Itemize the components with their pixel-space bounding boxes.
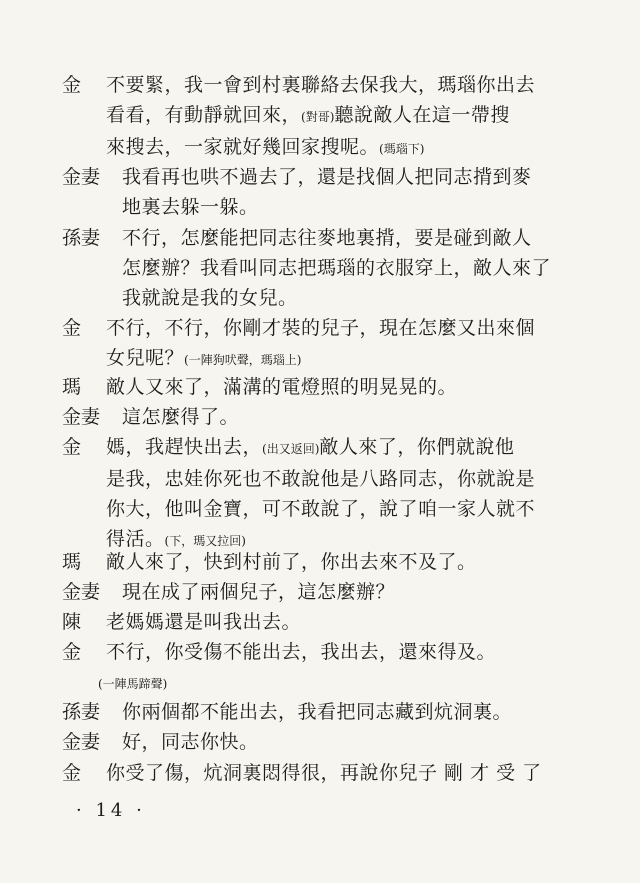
spoken-text: 來搜去，一家就好幾回家搜呢。	[106, 136, 380, 158]
dialogue-entry	[62, 162, 562, 222]
stage-direction: (一陣馬蹄聲)	[98, 677, 168, 691]
dialogue-line	[106, 494, 562, 524]
dialogue-entry	[62, 577, 562, 607]
spoken-text: 不行，不行，你剛才裝的兒子，現在怎麼又出來個	[106, 317, 536, 339]
dialogue-line	[106, 313, 562, 343]
dialogue-line	[98, 667, 562, 699]
dialogue-entry	[62, 727, 562, 757]
spoken-text: 老媽媽還是叫我出去。	[106, 611, 302, 633]
dialogue-text	[106, 372, 562, 402]
stage-direction: (下，瑪又拉回)	[164, 534, 246, 548]
dialogue-entry	[62, 758, 562, 788]
dialogue-line	[106, 547, 562, 577]
dialogue-entry	[62, 637, 562, 699]
dialogue-line	[122, 192, 562, 222]
spoken-text: 現在成了兩個兒子，這怎麼辦？	[122, 581, 396, 603]
dialogue-line	[122, 727, 562, 757]
dialogue-line	[106, 372, 562, 402]
dialogue-line	[122, 577, 562, 607]
stage-direction: (出又返回)	[262, 442, 320, 456]
spoken-text: 我就說是我的女兒。	[122, 287, 298, 309]
dialogue-entry	[62, 402, 562, 432]
dialogue-entry	[62, 697, 562, 727]
dialogue-text	[106, 758, 562, 788]
dialogue-text	[106, 607, 562, 637]
dialogue-text	[98, 637, 562, 699]
dialogue-entry	[62, 70, 562, 164]
spoken-text: 敵人來了，快到村前了，你出去來不及了。	[106, 551, 477, 573]
spoken-text: 怎麼辦？我看叫同志把瑪瑙的衣服穿上，敵人來了	[122, 257, 552, 279]
dialogue-line	[122, 283, 562, 313]
dialogue-text	[122, 697, 562, 727]
speaker-name: 金	[62, 317, 82, 339]
dialogue-line	[106, 343, 562, 375]
speaker-name: 金	[62, 436, 82, 458]
stage-direction: (對哥)	[301, 110, 335, 124]
speaker-name: 瑪	[62, 551, 82, 573]
spoken-text: 你受了傷，炕洞裏悶得很，再說你兒子 剛 才 受 了	[106, 762, 542, 784]
dialogue-text	[122, 162, 562, 222]
dialogue-entry	[62, 607, 562, 637]
spoken-text: 聽說敵人在這一帶搜	[334, 104, 510, 126]
speaker-name: 金	[62, 641, 82, 663]
dialogue-line	[106, 70, 562, 100]
spoken-text: 你兩個都不能出去，我看把同志藏到炕洞裏。	[122, 701, 513, 723]
speaker-name: 金	[62, 74, 82, 96]
dialogue-line	[122, 253, 562, 283]
dialogue-line	[106, 758, 562, 788]
dialogue-text	[122, 727, 562, 757]
dialogue-text	[122, 402, 562, 432]
dialogue-line	[122, 402, 562, 432]
dialogue-line	[106, 432, 562, 464]
dialogue-entry	[62, 313, 562, 375]
spoken-text: 地裏去躲一躲。	[122, 196, 259, 218]
stage-direction: (一陣狗吠聲，瑪瑙上)	[184, 353, 302, 367]
spoken-text: 看看，有動靜就回來，	[106, 104, 302, 126]
speaker-name: 金妻	[62, 406, 101, 428]
speaker-name: 孫妻	[62, 701, 101, 723]
speaker-name: 陳	[62, 611, 82, 633]
dialogue-line	[106, 637, 562, 667]
dialogue-text	[106, 432, 562, 556]
spoken-text: 不要緊，我一會到村裏聯絡去保我大，瑪瑙你出去	[106, 74, 536, 96]
dialogue-line	[106, 464, 562, 494]
dialogue-entry	[62, 547, 562, 577]
speaker-name: 金	[62, 762, 82, 784]
speaker-name: 金妻	[62, 581, 101, 603]
spoken-text: 敵人又來了，滿溝的電燈照的明晃晃的。	[106, 376, 458, 398]
spoken-text: 是我，忠娃你死也不敢說他是八路同志，你就說是	[106, 468, 536, 490]
dialogue-entry	[62, 372, 562, 402]
dialogue-text	[122, 223, 562, 313]
speaker-name: 金妻	[62, 731, 101, 753]
speaker-name: 金妻	[62, 166, 101, 188]
speaker-name: 孫妻	[62, 227, 101, 249]
dialogue-line	[106, 100, 562, 132]
spoken-text: 不行，怎麼能把同志往麥地裏揹，要是碰到敵人	[122, 227, 532, 249]
dialogue-text	[106, 70, 562, 164]
dialogue-line	[106, 607, 562, 637]
dialogue-line	[122, 697, 562, 727]
dialogue-entry	[62, 223, 562, 313]
stage-direction: (瑪瑙下)	[379, 142, 425, 156]
spoken-text: 你大，他叫金寶，可不敢說了，說了咱一家人就不	[106, 498, 536, 520]
spoken-text: 好，同志你快。	[122, 731, 259, 753]
spoken-text: 不行，你受傷不能出去，我出去，還來得及。	[106, 641, 497, 663]
spoken-text: 媽，我趕快出去，	[106, 436, 263, 458]
dialogue-line	[106, 132, 562, 164]
dialogue-text	[122, 577, 562, 607]
dialogue-line	[122, 162, 562, 192]
dialogue-entry	[62, 432, 562, 556]
speaker-name: 瑪	[62, 376, 82, 398]
dialogue-text	[106, 547, 562, 577]
dialogue-text	[106, 313, 562, 375]
page-number: · 14 ·	[76, 800, 146, 821]
spoken-text: 我看再也哄不過去了，還是找個人把同志揹到麥	[122, 166, 532, 188]
spoken-text: 敵人來了，你們就說他	[319, 436, 515, 458]
spoken-text: 得活。	[106, 528, 165, 550]
spoken-text: 這怎麼得了。	[122, 406, 240, 428]
spoken-text: 女兒呢？	[106, 347, 185, 369]
dialogue-line	[122, 223, 562, 253]
